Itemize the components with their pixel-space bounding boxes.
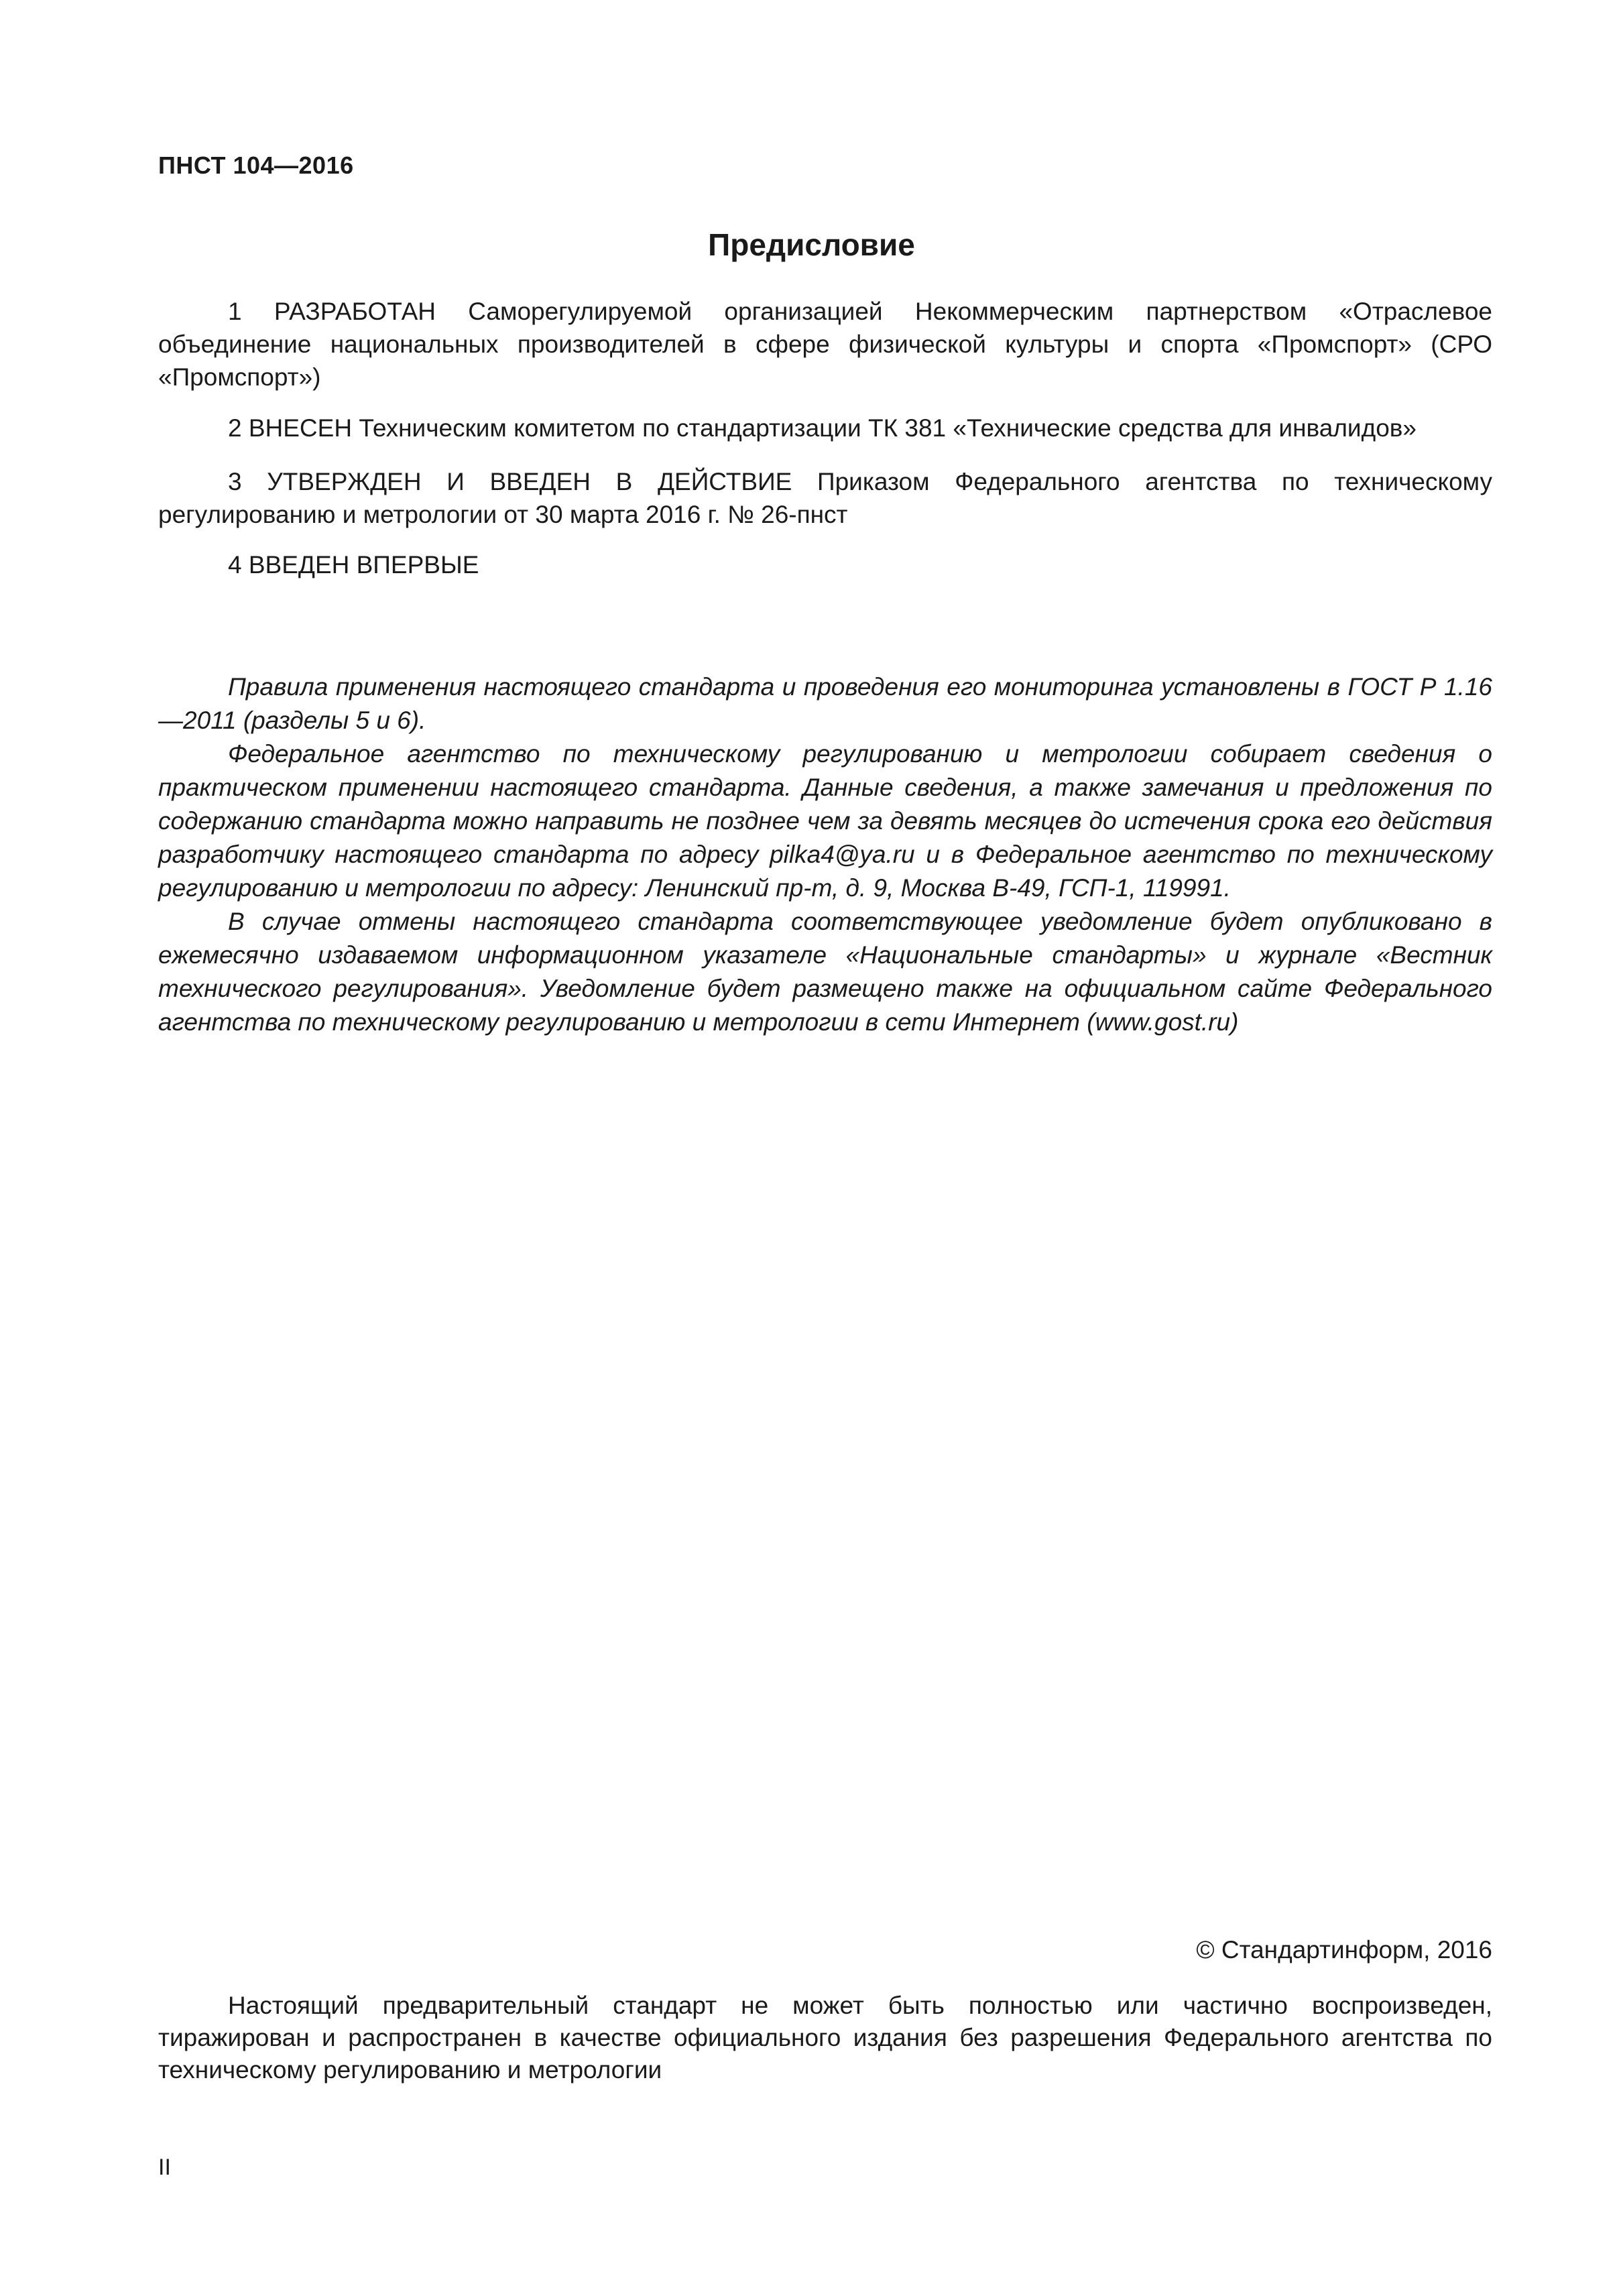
copyright-line: © Стандартинформ, 2016 <box>1196 1936 1492 1963</box>
application-rules-section <box>158 670 1492 1039</box>
foreword-item-3 <box>158 465 1492 531</box>
foreword-item-text: 1 РАЗРАБОТАН Саморегулируемой организацией Некоммерческим партнерством «Отраслевое объединение национальных производителей в сфере физической культуры и спорта «Промспорт» (СРО «Промспорт») <box>158 298 1492 391</box>
page-number: II <box>158 2155 171 2180</box>
reproduction-notice <box>158 1990 1492 2086</box>
cancellation-notice-paragraph: В случае отмены настоящего стандарта соответствующее уведомление будет опубликовано в ежемесячно издаваемом информационном указателе «Национальные стандарты» и журнале «Вестник технического регулирования». Уведомление будет размещено также на официальном сайте Федерального агентства по техническому регулированию и метрологии в сети Интернет (www.gost.ru) <box>158 908 1492 1036</box>
feedback-info-paragraph: Федеральное агентство по техническому регулированию и метрологии собирает сведения о практическом применении настоящего стандарта. Данные сведения, а также замечания и предложения по содержанию стандарта можно направить не позднее чем за девять месяцев до истечения срока его действия разработчику настоящего стандарта по адресу pilka4@ya.ru и в Федеральное агентство по техническому регулированию и метрологии по адресу: Ленинский пр-т, д. 9, Москва В-49, ГСП-1, 119991. <box>158 740 1492 902</box>
foreword-item-4 <box>158 548 1492 581</box>
page-title: Предисловие <box>708 227 915 262</box>
reproduction-notice-text: Настоящий предварительный стандарт не может быть полностью или частично воспроизведен, тиражирован и распространен в качестве официального издания без разрешения Федерального агентства по техническому регулированию и метрологии <box>158 1992 1492 2083</box>
foreword-item-text: 2 ВНЕСЕН Техническим комитетом по стандартизации ТК 381 «Технические средства для инвалидов» <box>228 414 1417 442</box>
foreword-item-1 <box>158 295 1492 394</box>
foreword-item-text: 4 ВВЕДЕН ВПЕРВЫЕ <box>228 551 479 579</box>
foreword-item-text: 3 УТВЕРЖДЕН И ВВЕДЕН В ДЕЙСТВИЕ Приказом Федерального агентства по техническому регулированию и метрологии от 30 марта 2016 г. № 26-пнст <box>158 468 1492 528</box>
standard-code: ПНСТ 104—2016 <box>158 152 354 179</box>
application-rules-paragraph: Правила применения настоящего стандарта и проведения его мониторинга установлены в ГОСТ Р 1.16—2011 (разделы 5 и 6). <box>158 673 1492 734</box>
foreword-item-2 <box>158 412 1492 444</box>
